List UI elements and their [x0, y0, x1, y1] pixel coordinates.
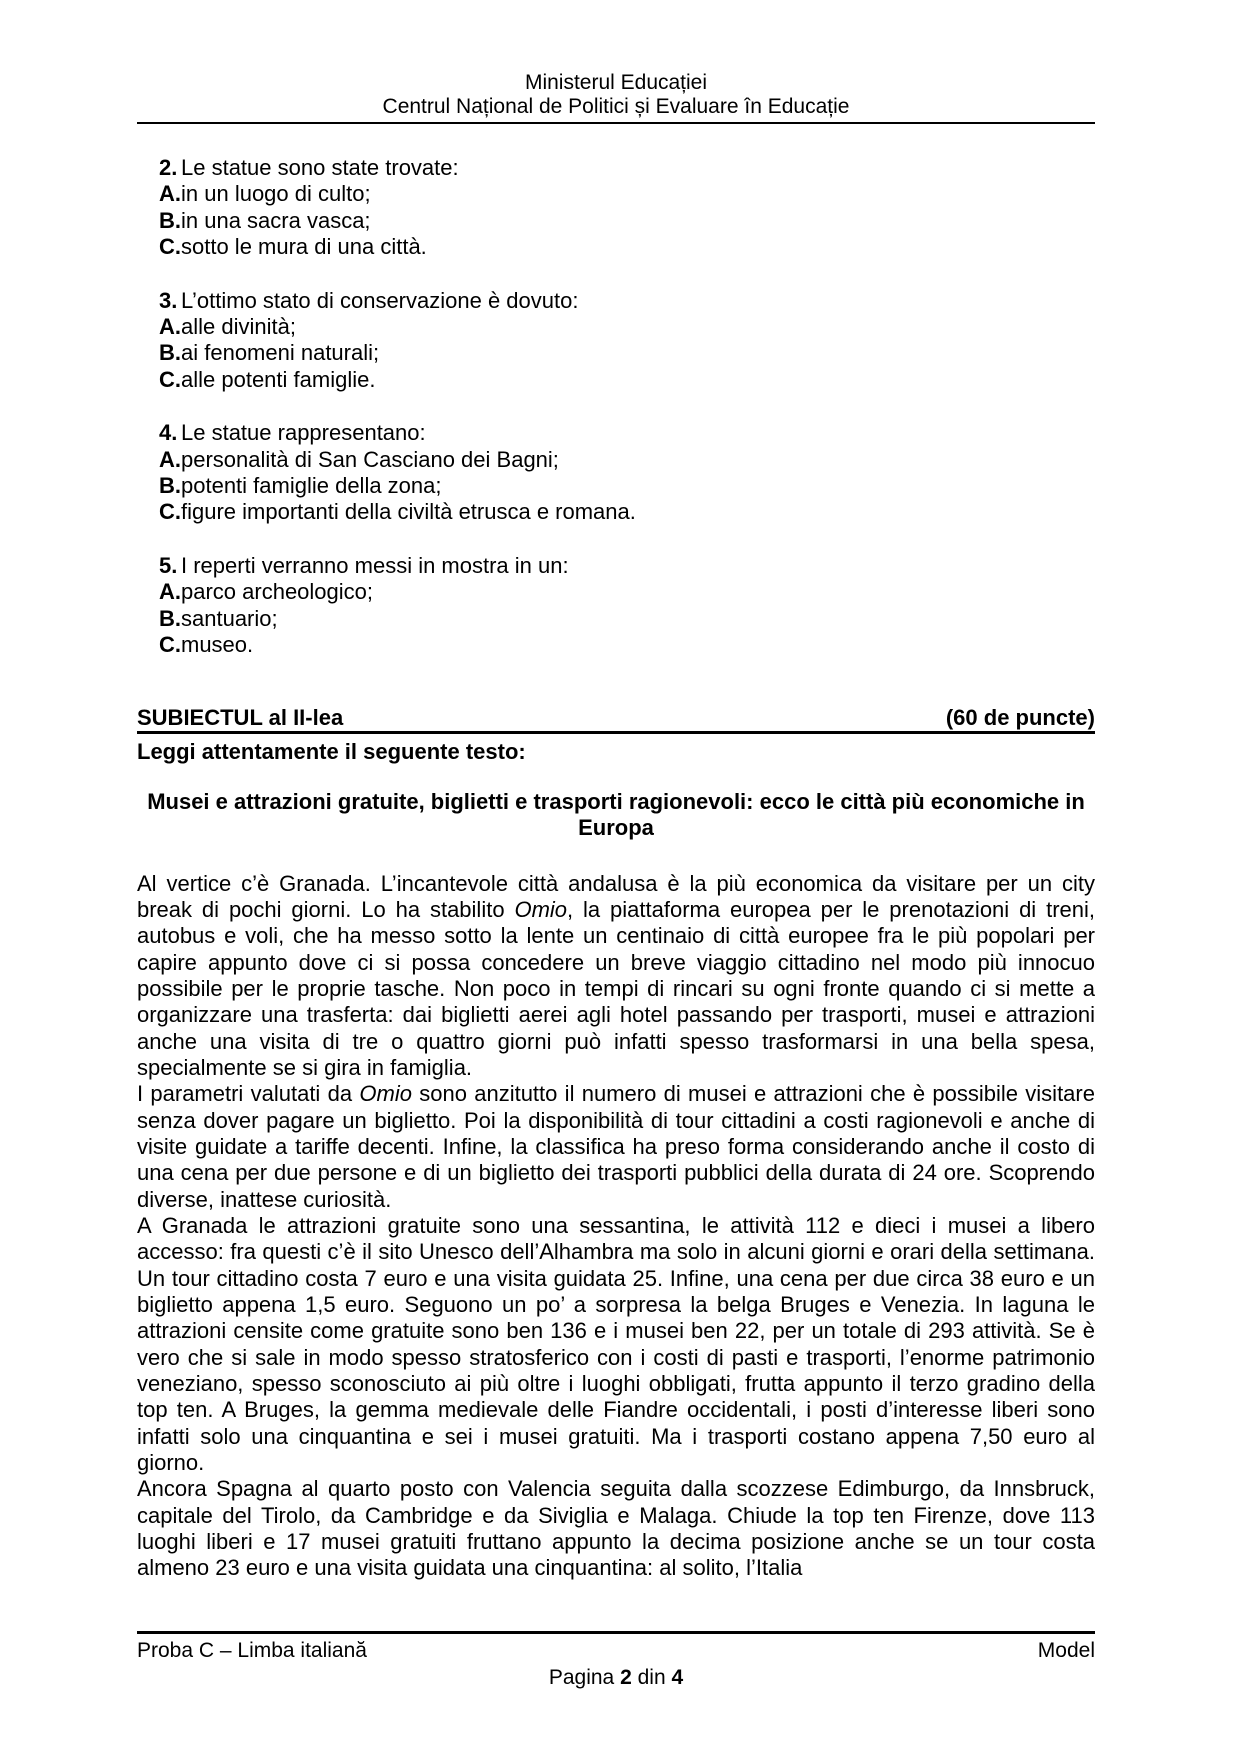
option-row — [137, 579, 1095, 605]
question-number: 5. — [159, 552, 178, 578]
option-text: parco archeologico; — [181, 579, 374, 605]
option-label: B. — [159, 605, 181, 631]
option-row — [137, 367, 1095, 393]
article-paragraph — [137, 1081, 1095, 1213]
option-label: B. — [159, 473, 181, 499]
option-label: B. — [159, 207, 181, 233]
option-label: C. — [159, 234, 181, 260]
body-text: A Granada le attrazioni gratuite sono una sessantina, le attività 112 e dieci i musei a libero accesso: fra questi c’è il sito Unesco dell’Alhambra ma solo in alcuni giorni e orari della settimana. Un tour cittadino costa 7 euro e una visita guidata 25. Infine, una cena per due circa 38 euro e un biglietto appena 1,5 euro. Seguono un po’ a sorpresa la belga Bruges e Venezia. In laguna le attrazioni censite come gratuite sono ben 136 e i musei ben 22, per un totale di 293 attività. Se è vero che si sale in modo spesso stratosferico con i costi di pasti e trasporti, l’enorme patrimonio veneziano, spesso sconosciuto ai più oltre i luoghi obbligati, frutta appunto il terzo gradino della top ten. A Bruges, la gemma medievale delle Fiandre occidentali, i posti d’interesse liberi sono infatti solo una cinquantina e sei i musei gratuiti. Ma i trasporti costano appena 7,50 euro al giorno. — [137, 1212, 1095, 1476]
footer-exam-name: Proba C – Limba italiană — [137, 1639, 367, 1662]
article-title: Musei e attrazioni gratuite, biglietti e trasporti ragionevoli: ecco le città più economiche in Europa — [147, 788, 1085, 840]
article-paragraph — [137, 871, 1095, 1082]
option-text: figure importanti della civiltà etrusca e romana. — [181, 499, 636, 525]
page-indicator-text: Pagina — [548, 1666, 621, 1689]
option-label: C. — [159, 499, 181, 525]
page-indicator-total: 4 — [671, 1666, 684, 1689]
option-text: museo. — [181, 632, 254, 658]
option-row — [137, 314, 1095, 340]
page-header — [137, 0, 1095, 124]
option-row — [137, 473, 1095, 499]
header-ministry-line: Ministerul Educației — [524, 71, 708, 94]
option-label: A. — [159, 314, 181, 340]
italic-text: Omio — [359, 1081, 412, 1107]
option-text: in un luogo di culto; — [181, 181, 371, 207]
question-title-row — [137, 288, 1095, 314]
question-3 — [137, 288, 1095, 394]
body-text: Al vertice c’è Granada. L’incantevole città andalusa è la più economica da visitare per un city break di pochi giorni. Lo ha stabilito — [137, 870, 1095, 922]
question-2 — [137, 155, 1095, 261]
body-text: Ancora Spagna al quarto posto con Valencia seguita dalla scozzese Edimburgo, da Innsbruck, capitale del Tirolo, da Cambridge e da Siviglia e Malaga. Chiude la top ten Firenze, dove 113 luoghi liberi e 17 musei gratuiti fruttano appunto la decima posizione anche se un tour costa almeno 23 euro e una visita guidata una cinquantina: al solito, l’Italia — [137, 1476, 1095, 1581]
option-row — [137, 340, 1095, 366]
option-label: C. — [159, 632, 181, 658]
option-label: B. — [159, 340, 181, 366]
question-number: 2. — [159, 155, 178, 180]
question-text: I reperti verranno messi in mostra in un: — [181, 552, 569, 578]
footer-page-indicator — [137, 1665, 1095, 1690]
option-row — [137, 181, 1095, 207]
option-label: A. — [159, 446, 181, 472]
article-body — [137, 871, 1095, 1582]
option-row — [137, 606, 1095, 632]
option-row — [137, 208, 1095, 234]
page-indicator-current: 2 — [620, 1666, 632, 1689]
option-text: santuario; — [181, 605, 278, 631]
question-title-row — [137, 553, 1095, 579]
subject-2-heading — [137, 705, 1095, 734]
header-center-line: Centrul Național de Politici și Evaluare în Educație — [382, 95, 850, 118]
option-row — [137, 632, 1095, 658]
question-title-row — [137, 155, 1095, 181]
question-number: 3. — [159, 287, 178, 313]
option-text: personalità di San Casciano dei Bagni; — [181, 446, 559, 472]
article-paragraph — [137, 1213, 1095, 1476]
body-text: I parametri valutati da — [137, 1081, 360, 1107]
question-text: Le statue sono state trovate: — [181, 155, 459, 180]
option-text: alle potenti famiglie. — [181, 366, 376, 392]
option-text: sotto le mura di una città. — [181, 234, 427, 260]
question-text: L’ottimo stato di conservazione è dovuto: — [181, 287, 579, 313]
italic-text: Omio — [514, 896, 568, 922]
subject-2-points: (60 de puncte) — [945, 704, 1095, 730]
questions-section — [137, 155, 1095, 659]
question-text: Le statue rappresentano: — [181, 420, 426, 446]
option-text: potenti famiglie della zona; — [181, 473, 442, 499]
option-text: alle divinità; — [181, 314, 296, 340]
reading-instruction: Leggi attentamente il seguente testo: — [137, 738, 526, 764]
question-number: 4. — [159, 420, 178, 446]
body-text: , la piattaforma europea per le prenotazioni di treni, autobus e voli, che ha messo sotto la lente un centinaio di città europee fra le più popolari per capire appunto dove ci si possa concedere un breve viaggio cittadino nel modo più innocuo possibile per le proprie tasche. Non poco in tempi di rincari su ogni fronte quando ci si mette a organizzare una trasferta: dai biglietti aerei agli hotel passando per trasporti, musei e attrazioni anche una visita di tre o quattro giorni può infatti spesso trasformarsi in una bella spesa, specialmente se si gira in famiglia. — [137, 896, 1095, 1080]
option-label: C. — [159, 366, 181, 392]
footer-model-label: Model — [1037, 1639, 1095, 1662]
question-title-row — [137, 420, 1095, 446]
option-row — [137, 499, 1095, 525]
question-4 — [137, 420, 1095, 526]
option-row — [137, 234, 1095, 260]
subject-2-title: SUBIECTUL al II-lea — [137, 704, 344, 730]
option-label: A. — [159, 181, 181, 207]
page-indicator-text: din — [631, 1666, 672, 1689]
option-label: A. — [159, 579, 181, 605]
option-text: ai fenomeni naturali; — [181, 340, 380, 366]
page-content — [137, 0, 1095, 1582]
option-row — [137, 447, 1095, 473]
page-footer — [137, 1631, 1095, 1690]
option-text: in una sacra vasca; — [181, 207, 371, 233]
body-text: sono anzitutto il numero di musei e attrazioni che è possibile visitare senza dover pagare un biglietto. Poi la disponibilità di tour cittadini a costi ragionevoli e anche di visite guidate a tariffe decenti. Infine, la classifica ha preso forma considerando anche il costo di una cena per due persone e di un biglietto dei trasporti pubblici della durata di 24 ore. Scoprendo diverse, inattese curiosità. — [137, 1081, 1095, 1212]
footer-row — [137, 1638, 1095, 1663]
question-5 — [137, 553, 1095, 659]
article-paragraph — [137, 1476, 1095, 1581]
